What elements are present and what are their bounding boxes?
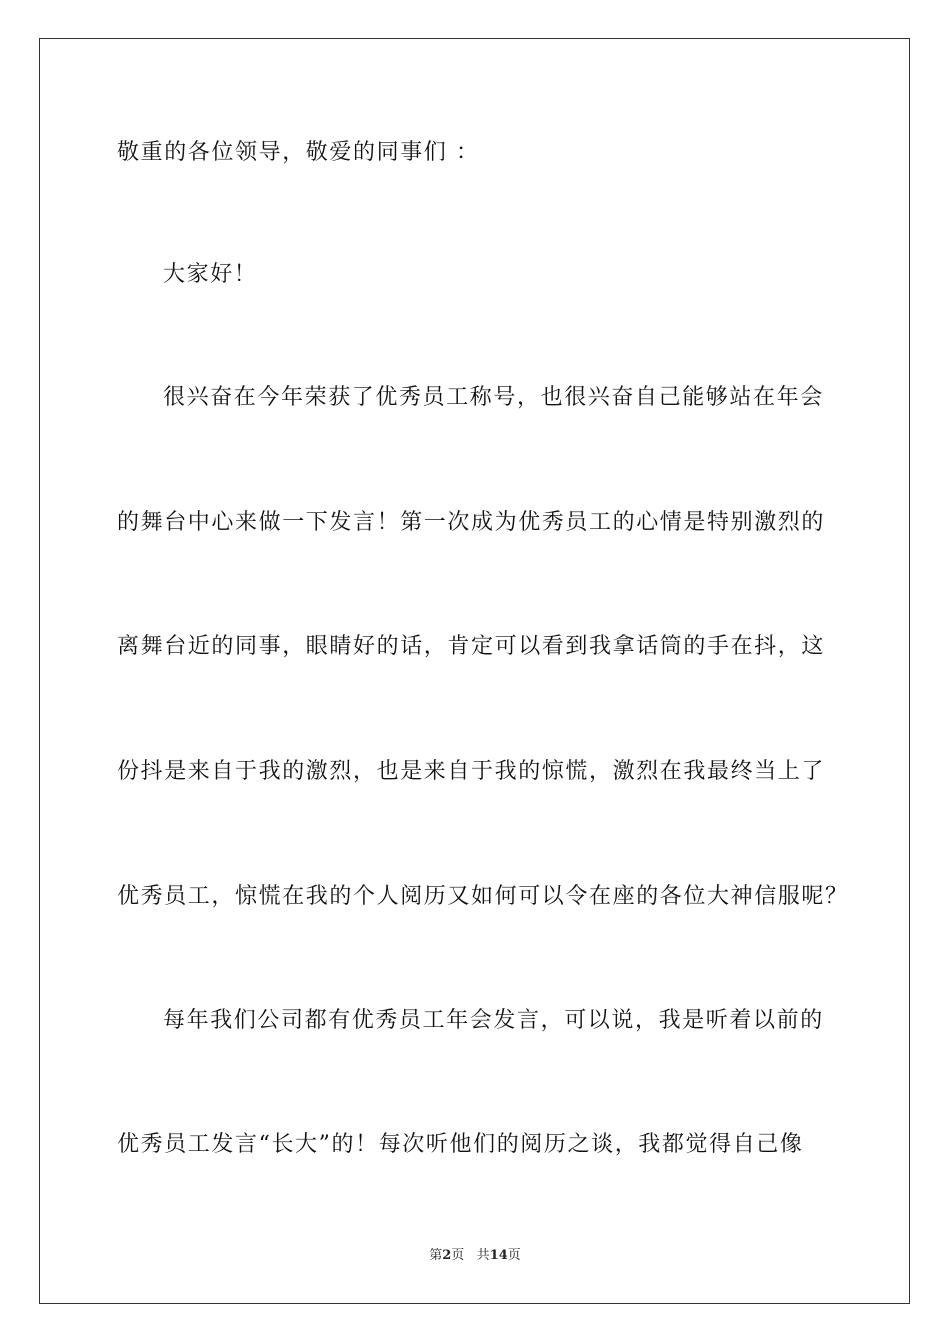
paragraph-line: 每年我们公司都有优秀员工年会发言，可以说，我是听着以前的 — [163, 1008, 824, 1033]
paragraph-line: 很兴奋在今年荣获了优秀员工称号，也很兴奋自己能够站在年会 — [163, 385, 824, 410]
greeting-line: 大家好！ — [163, 262, 258, 287]
total-pages: 14 — [489, 1248, 508, 1263]
paragraph-line: 的舞台中心来做一下发言！第一次成为优秀员工的心情是特别激烈的 — [117, 510, 826, 535]
paragraph-line: 离舞台近的同事，眼睛好的话，肯定可以看到我拿话筒的手在抖，这 — [117, 634, 826, 659]
page-footer — [0, 1247, 950, 1265]
page-prefix: 第 — [429, 1248, 443, 1263]
paragraph-line: 优秀员工发言“长大”的！每次听他们的阅历之谈，我都觉得自己像 — [117, 1132, 804, 1157]
page-border — [39, 38, 910, 1304]
total-prefix: 共 — [476, 1248, 490, 1263]
page-suffix: 页 — [451, 1248, 465, 1263]
paragraph-line: 优秀员工，惊慌在我的个人阅历又如何可以令在座的各位大神信服呢？ — [117, 884, 849, 909]
salutation-line: 敬重的各位领导，敬爱的同事们 ： — [117, 140, 480, 165]
page-number: 2 — [442, 1248, 452, 1263]
total-suffix: 页 — [507, 1248, 521, 1263]
paragraph-line: 份抖是来自于我的激烈，也是来自于我的惊慌，激烈在我最终当上了 — [117, 759, 826, 784]
